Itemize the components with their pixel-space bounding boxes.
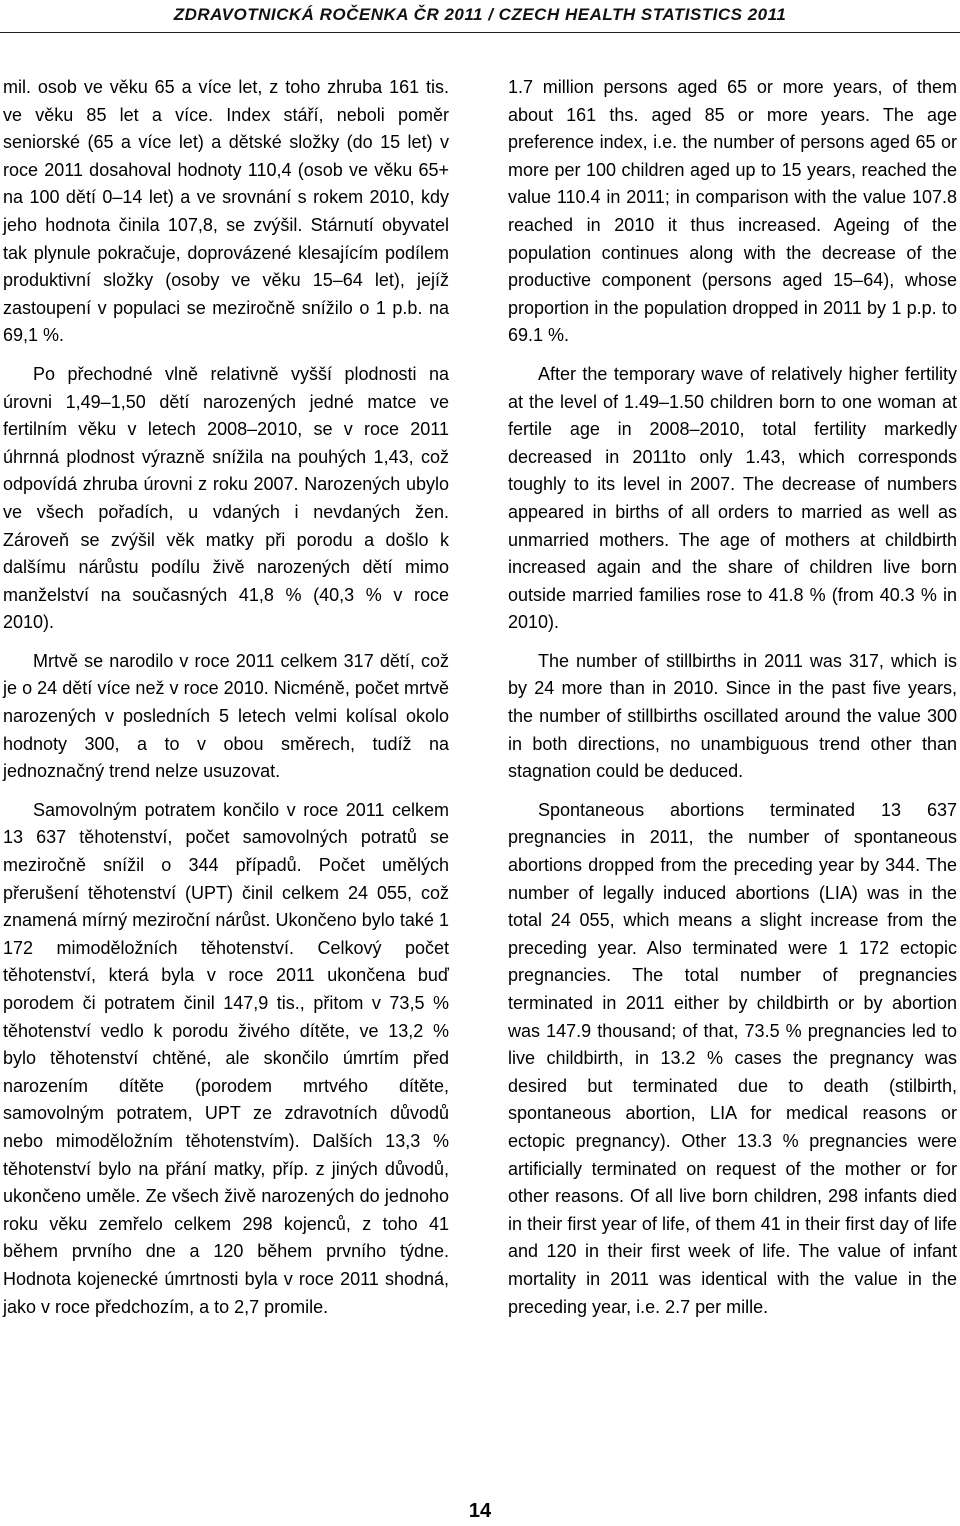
- running-header: ZDRAVOTNICKÁ ROČENKA ČR 2011 / CZECH HEALTH STATISTICS 2011: [0, 2, 960, 33]
- paragraph-aging-cz: mil. osob ve věku 65 a více let, z toho zhruba 161 tis. ve věku 85 let a více. Index stáří, neboli poměr seniorské (65 a více let) a dětské složky (do 15 let) v roce 2011 dosahoval hodnoty 110,4 (osob ve věku 65+ na 100 dětí 0–14 let) a ve srovnání s rokem 2010, kdy jeho hodnota činila 107,8, se zvýšil. Stárnutí obyvatel tak plynule pokračuje, doprovázené klesajícím podílem produktivní složky (osoby ve věku 15–64 let), jejíž zastoupení v populaci se meziročně snížilo o 1 p.b. na 69,1 %.: [3, 77, 449, 346]
- paragraph-fertility-en: After the temporary wave of relatively higher fertility at the level of 1.49–1.50 children born to one woman at fertile age in 2008–2010, total fertility markedly decreased in 2011to only 1.43, which corresponds toughly to its level in 2007. The decrease of numbers appeared in births of all orders to married as well as unmarried mothers. The age of mothers at childbirth increased again and the share of children live born outside married families rose to 41.8 % (from 40.3 % in 2010).: [508, 363, 957, 633]
- czech-text-column: [3, 74, 449, 1332]
- paragraph-abortions-cz: Samovolným potratem končilo v roce 2011 celkem 13 637 těhotenství, počet samovolných potratů se meziročně snížil o 344 případů. Počet umělých přerušení těhotenství (UPT) činil celkem 24 055, což znamená mírný meziroční nárůst. Ukončeno bylo také 1 172 mimoděložních těhotenství. Celkový počet těhotenství, která byla v roce 2011 ukončena buď porodem či potratem činil 147,9 tis., přitom v 73,5 % těhotenství vedlo k porodu živého dítěte, ve 13,2 % bylo těhotenství chtěné, ale skončilo úmrtím před narozením dítěte (porodem mrtvého dítěte, samovolným potratem, UPT ze zdravotních důvodů nebo mimoděložním těhotenstvím). Dalších 13,3 % těhotenství bylo na přání matky, příp. z jiných důvodů, ukončeno uměle. Ze všech živě narozených do jednoho roku věku zemřelo celkem 298 kojenců, z toho 41 během prvního dne a 120 během prvního týdne. Hodnota kojenecké úmrtnosti byla v roce 2011 shodná, jako v roce předchozím, a to 2,7 promile.: [3, 799, 449, 1317]
- page-number: 14: [468, 1500, 492, 1522]
- paragraph-abortions-en: Spontaneous abortions terminated 13 637 pregnancies in 2011, the number of spontaneous abortions dropped from the preceding year by 344. The number of legally induced abortions (LIA) was in the total 24 055, which means a slight increase from the preceding year. Also terminated were 1 172 ectopic pregnancies. The total number of pregnancies terminated in 2011 either by childbirth or by abortion was 147.9 thousand; of that, 73.5 % pregnancies led to live childbirth, in 13.2 % cases the pregnancy was desired but terminated due to death (stilbirth, spontaneous abortion, LIA for medical reasons or ectopic pregnancy). Other 13.3 % pregnancies were artificially terminated on request of the mother or for other reasons. Of all live born children, 298 infants died in their first year of life, of them 41 in their first day of life and 120 in their first week of life. The value of infant mortality in 2011 was identical with the value in the preceding year, i.e. 2.7 per mille.: [508, 799, 957, 1317]
- english-text-column: [508, 74, 957, 1332]
- paragraph-stillbirths-en: The number of stillbirths in 2011 was 317, which is by 24 more than in 2010. Since in the past five years, the number of stillbirths oscillated around the value 300 in both directions, no unambiguous trend other than stagnation could be deduced.: [508, 650, 957, 782]
- paragraph-aging-en: 1.7 million persons aged 65 or more years, of them about 161 ths. aged 85 or more years. The age preference index, i.e. the number of persons aged 65 or more per 100 children aged up to 15 years, reached the value 110.4 in 2011; in comparison with the value 107.8 reached in 2010 it thus increased. Ageing of the population continues along with the decrease of the productive component (persons aged 15–64), whose proportion in the population dropped in 2011 by 1 p.p. to 69.1 %.: [508, 77, 957, 346]
- paragraph-stillbirths-cz: Mrtvě se narodilo v roce 2011 celkem 317 dětí, což je o 24 dětí více než v roce 2010. Nicméně, počet mrtvě narozených v posledních 5 letech velmi kolísal okolo hodnoty 300, a to v obou směrech, tudíž na jednoznačný trend nelze usuzovat.: [3, 650, 449, 782]
- paragraph-fertility-cz: Po přechodné vlně relativně vyšší plodnosti na úrovni 1,49–1,50 dětí narozených jedné matce ve fertilním věku v letech 2008–2010, se v roce 2011 úhrnná plodnost výrazně snížila na pouhých 1,43, což odpovídá zhruba úrovni z roku 2007. Narozených ubylo ve všech pořadích, u vdaných i nevdaných žen. Zároveň se zvýšil věk matky při porodu a došlo k dalšímu nárůstu podílu živě narozených dětí mimo manželství na současných 41,8 % (40,3 % v roce 2010).: [3, 363, 449, 633]
